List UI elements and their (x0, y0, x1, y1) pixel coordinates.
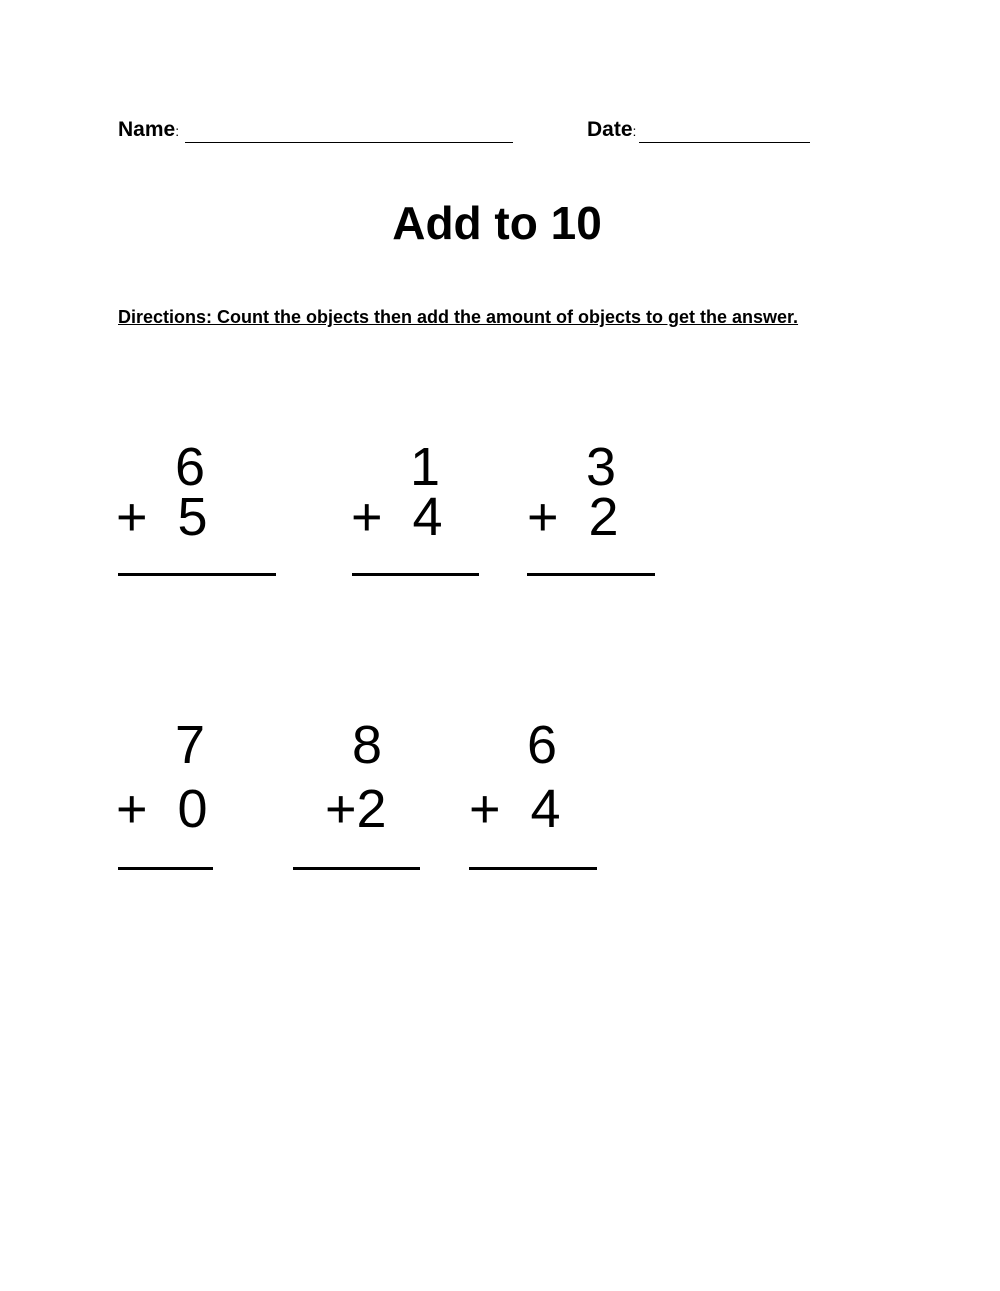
problem-1-answer-line[interactable] (118, 573, 276, 576)
problem-5-top-number: 8 (352, 715, 383, 775)
problem-2-answer-line[interactable] (352, 573, 479, 576)
date-label: Date: (587, 118, 637, 141)
problem-2-addend: + 4 (351, 487, 443, 547)
problem-6-answer-line[interactable] (469, 867, 597, 870)
problem-3-addend: + 2 (527, 487, 619, 547)
problem-2-top-number: 1 (410, 437, 441, 497)
problem-6-top-number: 6 (527, 715, 558, 775)
name-line[interactable] (185, 124, 513, 143)
directions-text: Directions: Count the objects then add the amount of objects to get the answer. (118, 307, 799, 327)
problem-4-addend: + 0 (116, 779, 208, 839)
problem-3-answer-line[interactable] (527, 573, 655, 576)
problem-5-answer-line[interactable] (293, 867, 420, 870)
problem-4-top-number: 7 (175, 715, 206, 775)
problem-5-addend: +2 (325, 779, 387, 839)
problem-1-addend: + 5 (116, 487, 208, 547)
problem-4-answer-line[interactable] (118, 867, 213, 870)
problem-1-top-number: 6 (175, 437, 206, 497)
page-title: Add to 10 (392, 197, 602, 249)
date-line[interactable] (639, 124, 810, 143)
problem-3-top-number: 3 (586, 437, 617, 497)
name-label: Name: (118, 118, 180, 141)
problem-6-addend: + 4 (469, 779, 561, 839)
